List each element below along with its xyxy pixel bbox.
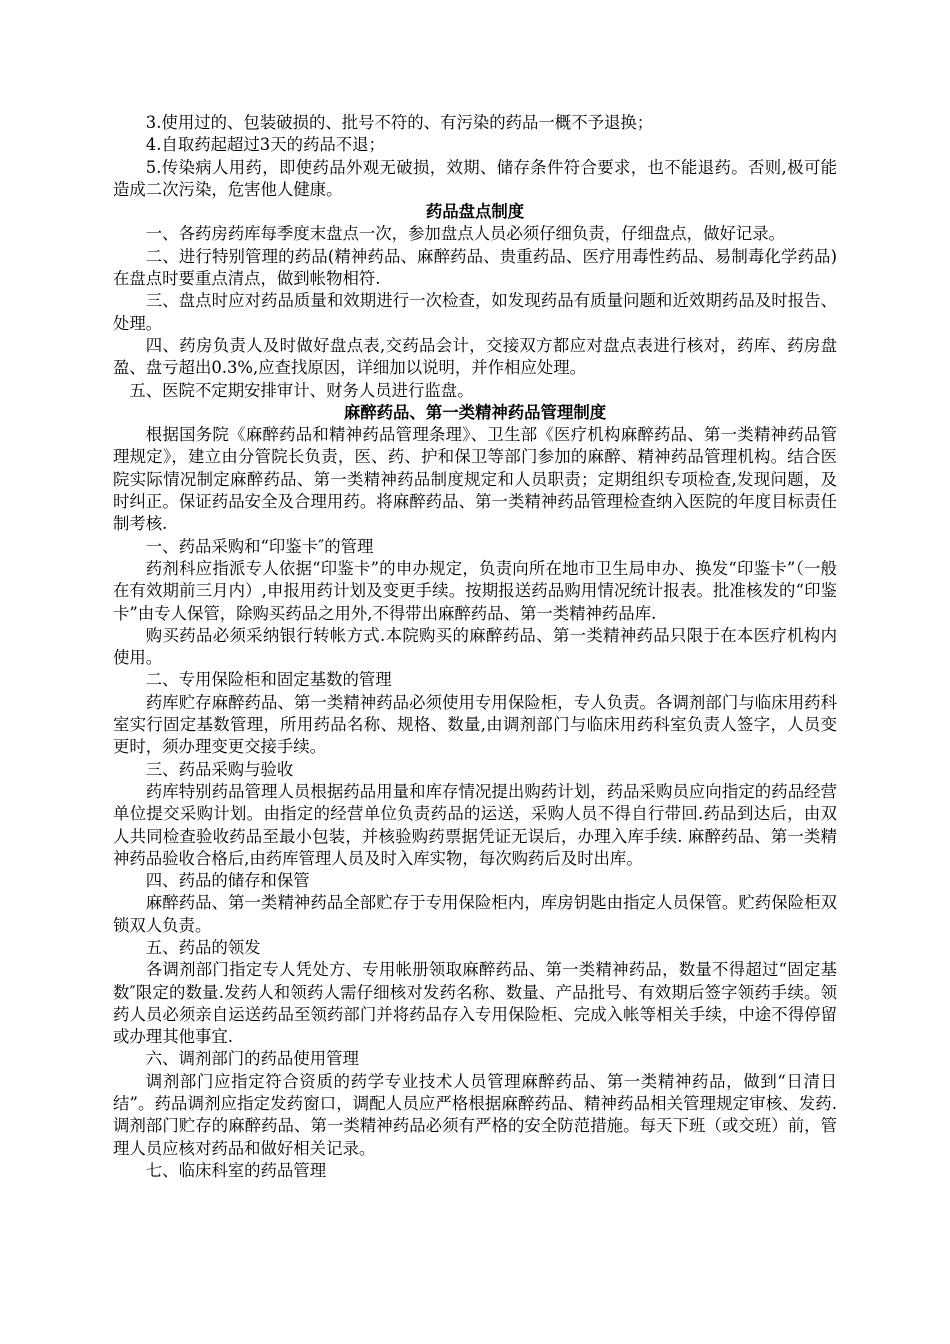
subsection-heading: 三、药品采购与验收	[145, 759, 294, 779]
narcotic-intro: 根据国务院《麻醉药品和精神药品管理条理》、卫生部《医疗机构麻醉药品、第一类精神药品管理规定》，建立由分管院长负责，医、药、护和保卫等部门参加的麻醉、精神药品管理机构。结合医院实际情况制定麻醉药品、第一类精神药品制度规定和人员职责；定期组织专项检查,发现问题，及时纠正。保证药品安全及合理用药。将麻醉药品、第一类精神药品管理检查纳入医院的年度目标责任制考核.	[113, 425, 837, 534]
subsection-heading: 六、调剂部门的药品使用管理	[145, 1049, 359, 1069]
document-page	[113, 112, 837, 1182]
narcotic-section-title: 麻醉药品、第一类精神药品管理制度	[343, 402, 607, 422]
inventory-paragraph: 五、医院不定期安排审计、财务人员进行监盘。	[129, 380, 474, 400]
subsection-heading: 二、专用保险柜和固定基数的管理	[145, 670, 392, 690]
subsection-heading: 四、药品的储存和保管	[145, 871, 310, 891]
inventory-paragraph: 四、药房负责人及时做好盘点表,交药品会计，交接双方都应对盘点表进行核对，药库、药房盘盈、盘亏超出0.3%,应查找原因，详细加以说明，并作相应处理。	[113, 335, 837, 378]
inventory-paragraph: 一、各药房药库每季度末盘点一次，参加盘点人员必须仔细负责，仔细盘点，做好记录。	[145, 224, 786, 244]
subsection-paragraph: 药剂科应指派专人依据“印鉴卡”的申办规定，负责向所在地市卫生局申办、换发“印鉴卡”（一般在有效期前三月内）,申报用药计划及变更手续。按期报送药品购用情况统计报表。批准核发的“印鉴卡”由专人保管，除购买药品之用外,不得带出麻醉药品、第一类精神药品库.	[113, 558, 837, 623]
inventory-section-title: 药品盘点制度	[425, 202, 525, 222]
subsection-heading: 一、药品采购和“印鉴卡″的管理	[145, 536, 374, 556]
subsection-paragraph: 麻醉药品、第一类精神药品全部贮存于专用保险柜内，库房钥匙由指定人员保管。贮药保险柜双锁双人负责。	[113, 893, 837, 935]
subsection-heading: 五、药品的领发	[145, 937, 261, 957]
subsection-paragraph: 药库贮存麻醉药品、第一类精神药品必须使用专用保险柜，专人负责。各调剂部门与临床用药科室实行固定基数管理，所用药品名称、规格、数量,由调剂部门与临床用药科室负责人签字，人员变更时，须办理变更交接手续。	[113, 692, 837, 757]
subsection-paragraph: 药库特别药品管理人员根据药品用量和库存情况提出购药计划，药品采购员应向指定的药品经营单位提交采购计划。由指定的经营单位负责药品的运送，采购人员不得自行带回.药品到达后，由双人共同检查验收药品至最小包装，并核验购药票据凭证无误后，办理入库手续. 麻醉药品、第一类精神药品验收合格后,由药库管理人员及时入库实物，每次购药后及时出库。	[113, 781, 837, 868]
subsection-paragraph: 各调剂部门指定专人凭处方、专用帐册领取麻醉药品、第一类精神药品，数量不得超过“固定基数″限定的数量.发药人和领药人需仔细核对发药名称、数量、产品批号、有效期后签字领药手续。领药人员必须亲自运送药品至领药部门并将药品存入专用保险柜、完成入帐等相关手续，中途不得停留或办理其他事宜.	[113, 960, 837, 1047]
subsection-paragraph: 购买药品必须采纳银行转帐方式.本院购买的麻醉药品、第一类精神药品只限于在本医疗机构内使用。	[113, 625, 837, 668]
return-policy-item: 3.使用过的、包装破损的、批号不符的、有污染的药品一概不予退换；	[145, 113, 654, 132]
inventory-paragraph: 二、进行特别管理的药品(精神药品、麻醉药品、贵重药品、医疗用毒性药品、易制毒化学药品)在盘点时要重点清点，做到帐物相符.	[113, 246, 837, 289]
return-policy-item: 4.自取药起超过3天的药品不退；	[145, 135, 385, 155]
inventory-paragraph: 三、盘点时应对药品质量和效期进行一次检查，如发现药品有质量问题和近效期药品及时报告、处理。	[113, 291, 837, 333]
subsection-paragraph: 调剂部门应指定符合资质的药学专业技术人员管理麻醉药品、第一类精神药品，做到“日清日结”。药品调剂应指定发药窗口，调配人员应严格根据麻醉药品、精神药品相关管理规定审核、发药.调剂部门贮存的麻醉药品、第一类精神药品必须有严格的安全防范措施。每天下班（或交班）前，管理人员应核对药品和做好相关记录。	[113, 1071, 837, 1158]
return-policy-item: 5.传染病人用药，即使药品外观无破损，效期、储存条件符合要求，也不能退药。否则,极可能造成二次污染，危害他人健康。	[113, 157, 837, 199]
subsection-heading: 七、临床科室的药品管理	[145, 1160, 327, 1180]
